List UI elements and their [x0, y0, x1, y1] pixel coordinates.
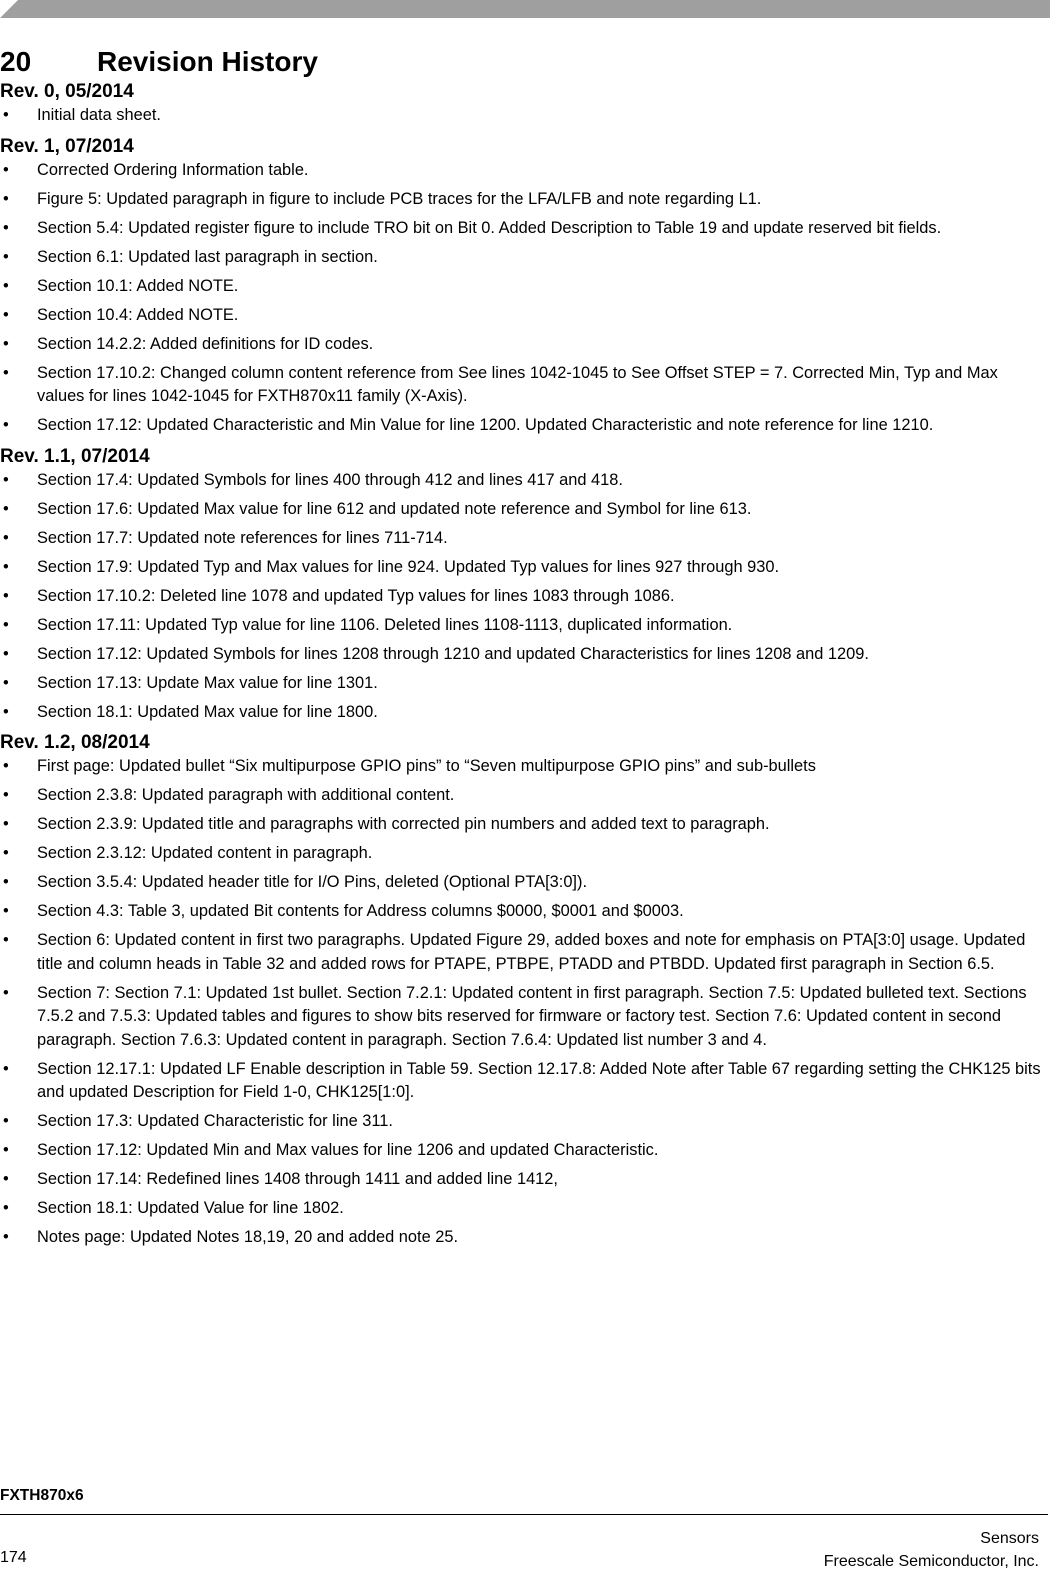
revision-list [0, 80, 1048, 1250]
list-item [0, 527, 1048, 551]
list-item-text: Section 17.12: Updated Min and Max values for line 1206 and updated Characteristic. [37, 1141, 659, 1159]
bullet-icon: • [3, 702, 9, 721]
section-number: 20 [0, 46, 32, 77]
list-item-text: Section 17.6: Updated Max value for line 612 and updated note reference and Symbol for line 613. [37, 499, 752, 518]
bullet-icon: • [3, 160, 9, 179]
list-item [0, 784, 1048, 808]
bullet-icon: • [3, 673, 9, 692]
revision-heading: Rev. 1, 07/2014 [0, 135, 134, 157]
list-item [0, 333, 1048, 357]
list-item [0, 275, 1048, 299]
footer-publisher [824, 1527, 1039, 1573]
bullet-icon: • [3, 247, 9, 266]
bullet-icon: • [3, 363, 9, 382]
list-item [0, 929, 1048, 976]
revision-items [0, 159, 1048, 438]
list-item-text: Section 17.9: Updated Typ and Max values for line 924. Updated Typ values for lines 927 through 930. [37, 557, 780, 576]
revision-heading: Rev. 1.2, 08/2014 [0, 732, 150, 753]
list-item [0, 414, 1048, 438]
list-item-text: Section 2.3.9: Updated title and paragraphs with corrected pin numbers and added text to paragraph. [37, 815, 770, 833]
list-item-text: Section 17.13: Update Max value for line 1301. [37, 673, 378, 692]
bullet-icon: • [3, 1112, 9, 1130]
list-item-text: Section 17.10.2: Deleted line 1078 and updated Typ values for lines 1083 through 1086. [37, 586, 675, 605]
list-item [0, 842, 1048, 866]
list-item [0, 900, 1048, 924]
top-decorative-bar [0, 0, 1050, 18]
bullet-icon: • [3, 757, 9, 775]
list-item [0, 1226, 1048, 1250]
bullet-icon: • [3, 557, 9, 576]
list-item-text: Section 17.10.2: Changed column content reference from See lines 1042-1045 to See Offset STEP = 7. Corrected Min, Typ and Max values for lines 1042-1045 for FXTH870x11 family (X-Axis). [37, 363, 998, 405]
list-item [0, 643, 1048, 667]
section-title-text: Revision History [97, 46, 318, 77]
bullet-icon: • [3, 1059, 9, 1078]
list-item-text: Section 17.14: Redefined lines 1408 through 1411 and added line 1412, [37, 1170, 558, 1188]
list-item-text: Section 14.2.2: Added definitions for ID codes. [37, 334, 374, 353]
bullet-icon: • [3, 815, 9, 833]
list-item [0, 672, 1048, 696]
footer-rule [0, 1514, 1048, 1515]
list-item-text: Section 18.1: Updated Value for line 1802. [37, 1199, 344, 1217]
bullet-icon: • [3, 1228, 9, 1246]
footer-company: Freescale Semiconductor, Inc. [823, 1553, 1039, 1570]
list-item [0, 1168, 1048, 1192]
list-item-text: Section 17.12: Updated Characteristic and Min Value for line 1200. Updated Characteristic and note reference for line 1210. [37, 416, 934, 434]
list-item [0, 469, 1048, 493]
bullet-icon: • [3, 1199, 9, 1217]
list-item-text: Corrected Ordering Information table. [37, 160, 309, 179]
footer-doc-id: FXTH870x6 [0, 1487, 84, 1504]
list-item [0, 871, 1048, 895]
list-item-text: Section 10.1: Added NOTE. [37, 276, 239, 295]
bullet-icon: • [3, 499, 9, 518]
list-item-text: Section 3.5.4: Updated header title for I/O Pins, deleted (Optional PTA[3:0]). [37, 873, 587, 891]
list-item-text: Figure 5: Updated paragraph in figure to include PCB traces for the LFA/LFB and note regarding L1. [37, 189, 762, 208]
list-item [0, 813, 1048, 837]
bullet-icon: • [3, 644, 9, 663]
list-item-text: Section 5.4: Updated register figure to include TRO bit on Bit 0. Added Description to Table 19 and update reserved bit fields. [37, 218, 942, 237]
list-item [0, 498, 1048, 522]
bullet-icon: • [3, 470, 9, 489]
bullet-icon: • [3, 1141, 9, 1159]
list-item-text: Section 6.1: Updated last paragraph in section. [37, 247, 378, 266]
list-item-text: Initial data sheet. [37, 106, 161, 124]
list-item [0, 104, 1048, 128]
bullet-icon: • [3, 1170, 9, 1188]
list-item [0, 1058, 1048, 1105]
list-item [0, 304, 1048, 328]
bullet-icon: • [3, 586, 9, 605]
section-title [0, 44, 1048, 80]
list-item [0, 217, 1048, 241]
list-item-text: Notes page: Updated Notes 18,19, 20 and added note 25. [37, 1228, 459, 1246]
list-item [0, 1197, 1048, 1221]
bullet-icon: • [3, 615, 9, 634]
list-item [0, 362, 1048, 409]
list-item [0, 556, 1048, 580]
bullet-icon: • [3, 334, 9, 353]
list-item-text: Section 4.3: Table 3, updated Bit contents for Address columns $0000, $0001 and $0003. [37, 902, 684, 920]
list-item-text: Section 17.4: Updated Symbols for lines 400 through 412 and lines 417 and 418. [37, 470, 623, 489]
bullet-icon: • [3, 189, 9, 208]
list-item-text: Section 12.17.1: Updated LF Enable description in Table 59. Section 12.17.8: Added Note after Table 67 regarding setting the CHK125 bits and updated Description for Field 1-0, CHK125[1:0]. [37, 1059, 1041, 1101]
footer-category: Sensors [980, 1530, 1039, 1547]
revision-items [0, 469, 1048, 725]
list-item [0, 246, 1048, 270]
list-item-text: Section 7: Section 7.1: Updated 1st bullet. Section 7.2.1: Updated content in first paragraph. Section 7.5: Updated bulleted text. Sections 7.5.2 and 7.5.3: Updated tables and figures to show bits reserved for firmware or factory test. Section 7.6: Updated content in second paragraph. Section 7.6.3: Updated content in paragraph. Section 7.6.4: Updated list number 3 and 4. [37, 983, 1027, 1049]
list-item [0, 585, 1048, 609]
bullet-icon: • [3, 416, 9, 434]
list-item-text: Section 17.11: Updated Typ value for line 1106. Deleted lines 1108-1113, duplicated information. [37, 615, 733, 634]
bullet-icon: • [3, 218, 9, 237]
list-item [0, 159, 1048, 183]
bullet-icon: • [3, 786, 9, 804]
list-item-text: Section 18.1: Updated Max value for line 1800. [37, 702, 378, 721]
bullet-icon: • [3, 902, 9, 920]
bullet-icon: • [3, 305, 9, 324]
document-body [0, 44, 1048, 1257]
bullet-icon: • [3, 931, 9, 949]
bullet-icon: • [3, 528, 9, 547]
list-item [0, 982, 1048, 1053]
bullet-icon: • [3, 276, 9, 295]
list-item [0, 1110, 1048, 1134]
list-item-text: Section 17.12: Updated Symbols for lines 1208 through 1210 and updated Characteristics for lines 1208 and 1209. [37, 644, 869, 663]
list-item [0, 614, 1048, 638]
list-item-text: Section 6: Updated content in first two paragraphs. Updated Figure 29, added boxes and note for emphasis on PTA[3:0] usage. Updated title and column heads in Table 32 and added rows for PTAPE, PTBPE, PTADD and PTBDD. Updated first paragraph in Section 6.5. [37, 931, 1026, 973]
list-item-text: Section 2.3.8: Updated paragraph with additional content. [37, 786, 455, 804]
top-bar-notch [0, 0, 18, 18]
footer-page-number: 174 [0, 1549, 27, 1566]
list-item-text: Section 17.7: Updated note references for lines 711-714. [37, 528, 448, 547]
revision-items [0, 104, 1048, 128]
list-item [0, 701, 1048, 725]
bullet-icon: • [3, 844, 9, 862]
list-item [0, 1139, 1048, 1163]
list-item [0, 188, 1048, 212]
bullet-icon: • [3, 873, 9, 891]
bullet-icon: • [3, 106, 9, 124]
revision-heading: Rev. 0, 05/2014 [0, 81, 134, 102]
revision-heading: Rev. 1.1, 07/2014 [0, 445, 150, 467]
revision-items [0, 755, 1048, 1250]
list-item [0, 755, 1048, 779]
list-item-text: Section 10.4: Added NOTE. [37, 305, 239, 324]
list-item-text: Section 17.3: Updated Characteristic for line 311. [37, 1112, 393, 1130]
bullet-icon: • [3, 983, 9, 1002]
list-item-text: First page: Updated bullet “Six multipurpose GPIO pins” to “Seven multipurpose GPIO pins” and sub-bullets [37, 757, 816, 775]
list-item-text: Section 2.3.12: Updated content in paragraph. [37, 844, 373, 862]
